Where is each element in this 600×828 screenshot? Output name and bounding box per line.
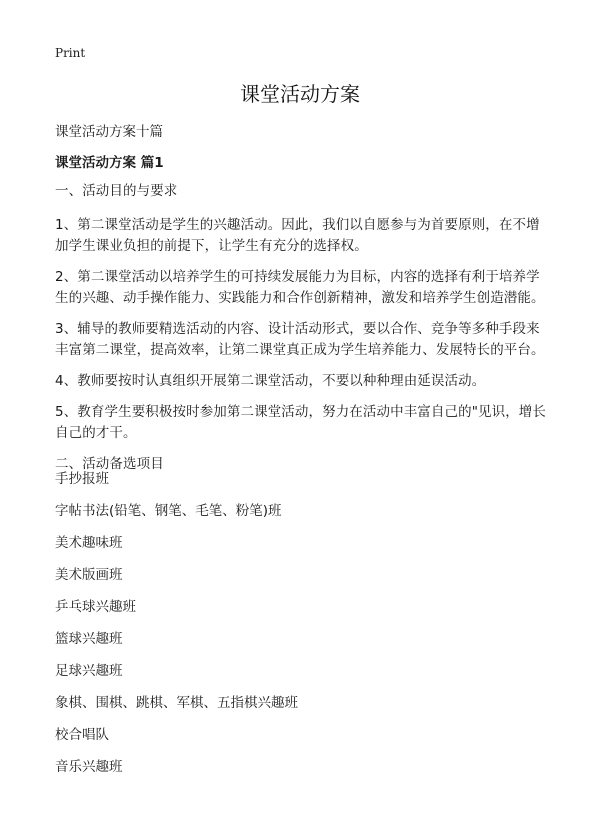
- print-link[interactable]: Print: [55, 46, 86, 60]
- list-item: 手抄报班: [55, 471, 109, 487]
- list-item: 象棋、围棋、跳棋、军棋、五指棋兴趣班: [55, 695, 298, 711]
- list-item: 足球兴趣班: [55, 663, 123, 679]
- paragraph-2: 2、第二课堂活动以培养学生的可持续发展能力为目标，内容的选择有利于培养学生的兴趣、动手操作能力、实践能力和合作创新精神，激发和培养学生创造潜能。: [55, 269, 545, 306]
- list-item: 篮球兴趣班: [55, 631, 123, 647]
- paragraph-1: 1、第二课堂活动是学生的兴趣活动。因此，我们以自愿参与为首要原则，在不增加学生课业负担的前提下，让学生有充分的选择权。: [55, 217, 540, 254]
- activity-list: [55, 469, 548, 789]
- list-item: 字帖书法(铅笔、钢笔、毛笔、粉笔)班: [55, 503, 282, 519]
- paragraph-5: 5、教育学生要积极按时参加第二课堂活动，努力在活动中丰富自己的"见识，增长自己的才干。: [55, 404, 546, 441]
- list-item: 音乐兴趣班: [55, 759, 123, 775]
- section-heading: 课堂活动方案 篇1: [55, 155, 164, 171]
- document-body: [55, 181, 548, 475]
- heading-options: 二、活动备选项目: [55, 456, 164, 472]
- paragraph-3: 3、辅导的教师要精选活动的内容、设计活动形式，要以合作、竞争等多种手段来丰富第二课堂，提高效率，让第二课堂真正成为学生培养能力、发展特长的平台。: [55, 321, 545, 358]
- paragraph-4: 4、教师要按时认真组织开展第二课堂活动，不要以种种理由延误活动。: [55, 373, 486, 389]
- list-item: 乒乓球兴趣班: [55, 599, 136, 615]
- heading-goals: 一、活动目的与要求: [55, 183, 178, 199]
- list-item: 校合唱队: [55, 727, 109, 743]
- document-subtitle: 课堂活动方案十篇: [55, 124, 163, 140]
- list-item: 美术趣味班: [55, 535, 123, 551]
- page-title: 课堂活动方案: [240, 82, 360, 106]
- list-item: 美术版画班: [55, 567, 123, 583]
